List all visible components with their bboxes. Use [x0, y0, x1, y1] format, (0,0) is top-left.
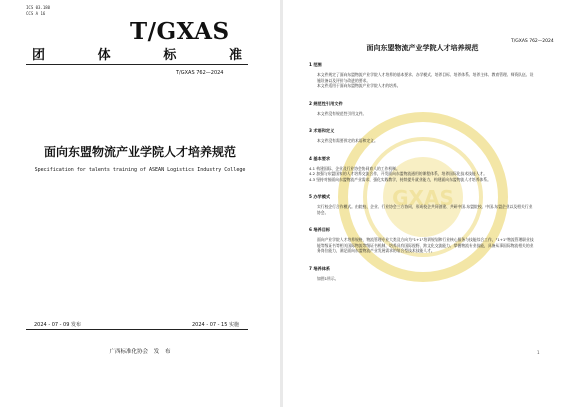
paragraph: 实行校企行合作模式。由院校、企业、行业协会三方协同，形成校企共同创建、共研中国-东盟院校、中国-东盟企业以及相关行业协会。	[317, 204, 533, 215]
ccs-number: CCS A 16	[26, 11, 46, 16]
document-body	[309, 62, 535, 281]
paragraph: 面向产业学院人才培养规格，物流管理专业大类及方向为"1+1"培训规划和行业核心服务与技能综合工作，"1+1"物流管理职业技能等级证书等相关国际物流等级证书机制，培养具有国际视野、跨文化交流能力、掌握物流专业技能，具备从事国际物流相关的业务岗位能力，满足面向东盟物流产业发展需求的复合型技术技能人才。	[317, 237, 534, 253]
implement-date: 2024 - 07 - 15 实施	[192, 322, 240, 328]
body-page	[283, 0, 562, 407]
paragraph: 4.2 加强与东盟国家的人才培养交流合作，开发面向东盟物流通用的课程体系，培养国际化技术技能人才。	[309, 171, 488, 176]
cover-page	[0, 0, 280, 407]
publish-date: 2024 - 07 - 09 发布	[34, 322, 82, 328]
section-heading: 3 术语和定义	[309, 128, 335, 133]
standard-number: T/GXAS 762—2024	[176, 70, 224, 76]
section-training-system	[309, 266, 535, 282]
section-basic-requirements	[309, 156, 535, 183]
standard-type-char: 体	[97, 48, 111, 63]
page-title: 面向东盟物流产业学院人才培养规范	[366, 44, 479, 52]
document-subtitle-en: Specification for talents training of ASEAN Logistics Industry College	[34, 167, 246, 173]
standard-type	[32, 44, 242, 63]
section-school-mode	[309, 194, 535, 215]
paragraph: 本文件没有需要界定的术语和定义。	[317, 138, 378, 143]
ics-number: ICS 03.180	[26, 5, 51, 10]
paragraph: 4.1 构建国际、企业及行业协会协同育人的工作机制。	[309, 165, 400, 171]
issuer: 广西标准化协会 发 布	[109, 349, 171, 355]
section-training-goal	[309, 227, 535, 254]
section-heading: 6 培养目标	[309, 227, 331, 232]
ics-code	[26, 5, 50, 17]
paragraph: 本文件规定了面向东盟物流产业学院人才培养的基本要求、办学模式、培养目标、培养体系、培养主体、教育管理、师资队伍、设施设备以及评价与改进的要求。	[317, 72, 534, 83]
section-heading: 4 基本要求	[309, 155, 331, 161]
paragraph: 如图1所示。	[317, 275, 339, 281]
section-heading: 7 培养体系	[309, 265, 331, 271]
page-header-number: T/GXAS 762—2024	[511, 39, 554, 44]
paragraph: 本文件适用于面向东盟物流产业学院人才的培养。	[317, 83, 401, 88]
svg-text:GXAS: GXAS	[392, 186, 454, 210]
section-scope	[309, 62, 535, 89]
standard-type-char: 准	[228, 48, 242, 63]
section-normative-refs	[309, 101, 535, 117]
section-heading: 2 规范性引用文件	[309, 100, 343, 106]
paragraph: 本文件没有规范性引用文件。	[317, 110, 367, 116]
standard-brand: T/GXAS	[130, 18, 230, 45]
section-terms	[309, 128, 535, 144]
paragraph: 4.3 坚持对接面向东盟物流产业需求，强化实践教学，持续提升就业能力，构建面向东盟物流人才培养体系。	[309, 176, 491, 182]
page-number: 1	[537, 350, 540, 355]
section-heading: 5 办学模式	[309, 194, 331, 199]
standard-type-char: 标	[163, 48, 177, 63]
document-title: 面向东盟物流产业学院人才培养规范	[43, 145, 236, 159]
standard-type-char: 团	[32, 48, 46, 63]
section-heading: 1 范围	[309, 62, 322, 67]
bottom-rule	[26, 329, 248, 330]
top-rule	[26, 64, 248, 65]
